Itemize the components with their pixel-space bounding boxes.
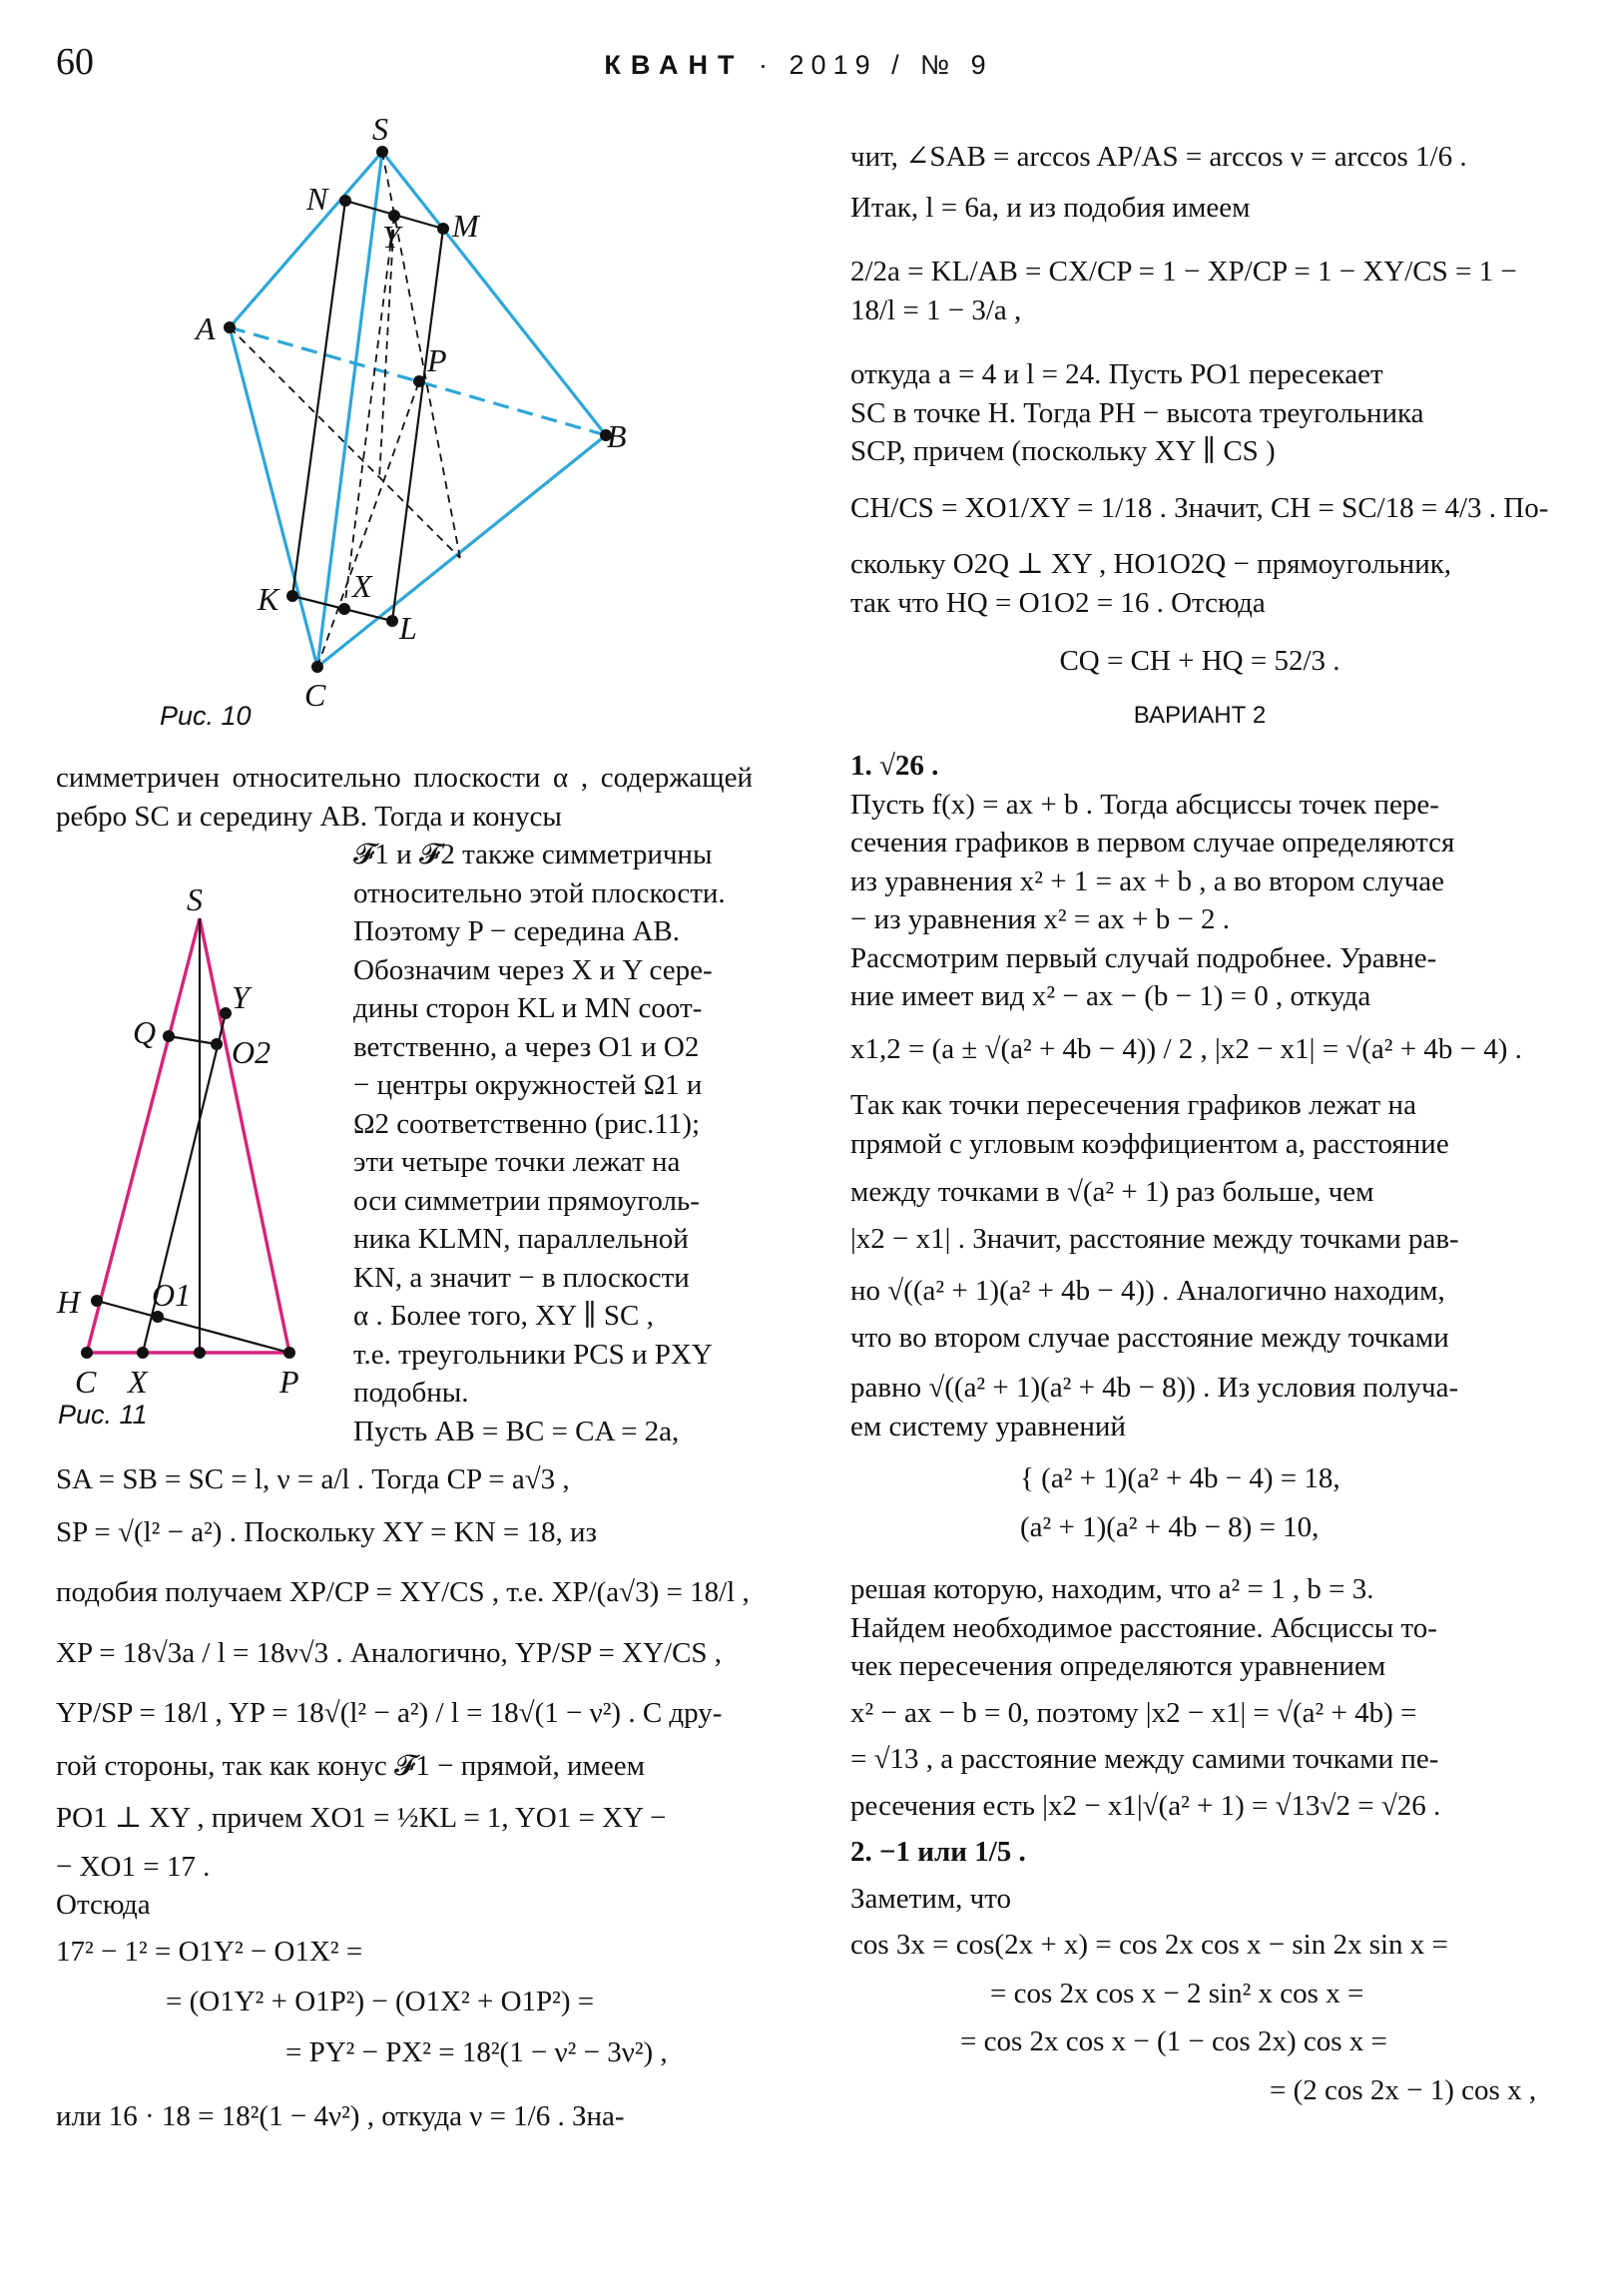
- point-X: [338, 603, 350, 615]
- point-Y: [220, 1007, 232, 1019]
- equation-line: = PY² − PX² = 18²(1 − ν² − 3ν²) ,: [285, 2035, 668, 2068]
- text-line: ника KLMN, параллельной: [353, 1223, 689, 1255]
- text-line: |x2 − x1| . Значит, расстояние между точками рав-: [850, 1222, 1459, 1255]
- system-line-2: (a² + 1)(a² + 4b − 8) = 10,: [1020, 1510, 1320, 1543]
- text-line: Отсюда: [56, 1889, 151, 1921]
- point-P: [413, 375, 425, 387]
- text-line: ние имеет вид x² − ax − (b − 1) = 0 , откуда: [850, 980, 1371, 1012]
- text-line: PO1 ⊥ XY , причем XO1 = ½KL = 1, YO1 = XY −: [56, 1802, 667, 1834]
- label-P: P: [279, 1364, 299, 1400]
- label-S: S: [187, 881, 203, 917]
- label-C: C: [75, 1364, 97, 1400]
- text-line: относительно этой плоскости.: [353, 876, 726, 909]
- point-Q: [163, 1030, 175, 1042]
- text-line: чит, ∠SAB = arccos AP/AS = arccos ν = arccos 1/6 .: [850, 141, 1467, 173]
- label-Y: Y: [382, 219, 400, 255]
- label-C: C: [304, 677, 326, 713]
- equation-line: = cos 2x cos x − (1 − cos 2x) cos x =: [960, 2025, 1387, 2057]
- text-line: CH/CS = XO1/XY = 1/18 . Значит, CH = SC/18 = 4/3 . По-: [850, 491, 1549, 524]
- text-line: KN, а значит − в плоскости: [353, 1261, 690, 1294]
- text-line: подобны.: [353, 1377, 469, 1409]
- line-ML: [392, 229, 443, 621]
- figure-10-caption: Рис. 10: [160, 701, 252, 731]
- issue-number: · 2019 / № 9: [759, 50, 993, 80]
- text-line: Заметим, что: [850, 1882, 1012, 1915]
- answer-2: 2. −1 или 1/5 .: [850, 1836, 1026, 1868]
- right-column: [850, 138, 1549, 2109]
- text-line: или 16 · 18 = 18²(1 − 4ν²) , откуда ν = 1/6 . Зна-: [56, 2100, 625, 2132]
- equation-line: = (2 cos 2x − 1) cos x ,: [1270, 2073, 1537, 2106]
- figure-11-caption: Рис. 11: [58, 1400, 148, 1430]
- label-A: A: [196, 310, 216, 346]
- point-A: [224, 321, 236, 333]
- left-paragraph-1: симметричен относительно плоскости α , содержащей ребро SC и середину AB. Тогда и конусы: [56, 762, 753, 833]
- label-O1: O1: [152, 1277, 192, 1313]
- text-line: Пусть f(x) = ax + b . Тогда абсциссы точек пере-: [850, 788, 1439, 821]
- text-line: Обозначим через X и Y сере-: [353, 953, 713, 986]
- page-number: 60: [56, 41, 94, 83]
- equation-line: 17² − 1² = O1Y² − O1X² =: [56, 1935, 363, 1968]
- label-K: K: [258, 581, 279, 617]
- point-S: [376, 146, 388, 158]
- equation-line: 2/2a = KL/AB = CX/CP = 1 − XP/CP = 1 − XY/CS = 1 − 18/l = 1 − 3/a ,: [850, 256, 1517, 326]
- text-line: но √((a² + 1)(a² + 4b − 4)) . Аналогично находим,: [850, 1275, 1445, 1307]
- text-line: скольку O2Q ⊥ XY , HO1O2Q − прямоугольник,: [850, 548, 1452, 580]
- system-line-1: { (a² + 1)(a² + 4b − 4) = 18,: [1020, 1462, 1340, 1494]
- dash-axis: [379, 216, 394, 479]
- text-line: оси симметрии прямоуголь-: [353, 1184, 700, 1217]
- equation-line: = cos 2x cos x − 2 sin² x cos x =: [990, 1977, 1364, 2009]
- running-header: [0, 50, 1597, 81]
- equation-line: cos 3x = cos(2x + x) = cos 2x cos x − sin 2x sin x =: [850, 1929, 1448, 1961]
- section-heading: ВАРИАНТ 2: [1133, 701, 1267, 729]
- equation-line: x1,2 = (a ± √(a² + 4b − 4)) / 2 , |x2 − x1| = √(a² + 4b − 4) .: [850, 1032, 1522, 1065]
- text-line: Поэтому P − середина AB.: [353, 915, 681, 947]
- text-line: YP/SP = 18/l , YP = 18√(l² − a²) / l = 18√(1 − ν²) . С дру-: [56, 1697, 723, 1729]
- point-M: [437, 223, 449, 235]
- text-line: x² − ax − b = 0, поэтому |x2 − x1| = √(a² + 4b) =: [850, 1696, 1417, 1729]
- label-B: B: [607, 418, 627, 454]
- dash-YX: [344, 216, 394, 609]
- text-line: чек пересечения определяются уравнением: [850, 1650, 1386, 1682]
- label-Y: Y: [232, 979, 250, 1015]
- equation-CQ: CQ = CH + HQ = 52/3 .: [1059, 645, 1340, 677]
- text-line: SC в точке H. Тогда PH − высота треугольника: [850, 396, 1424, 429]
- text-line: так что HQ = O1O2 = 16 . Отсюда: [850, 586, 1266, 619]
- text-line: Пусть AB = BC = CA = 2a,: [353, 1415, 680, 1447]
- point-L: [386, 615, 398, 627]
- text-line: откуда a = 4 и l = 24. Пусть PO1 пересекает: [850, 358, 1383, 390]
- label-N: N: [306, 181, 328, 217]
- text-line: т.е. треугольники PCS и PXY: [353, 1338, 713, 1371]
- text-line: дины сторон KL и MN соот-: [353, 992, 703, 1024]
- figure-10-tetrahedron: [150, 100, 689, 719]
- text-line: − XO1 = 17 .: [56, 1850, 211, 1883]
- text-line: 𝓕1 и 𝓕2 также симметричны: [353, 839, 713, 870]
- text-line: из уравнения x² + 1 = ax + b , а во втором случае: [850, 864, 1445, 897]
- label-Q: Q: [133, 1014, 157, 1050]
- point-X: [137, 1347, 149, 1359]
- segment-PH: [97, 1301, 289, 1353]
- text-line: Найдем необходимое расстояние. Абсциссы то-: [850, 1611, 1437, 1644]
- edge-SA: [230, 152, 382, 327]
- text-line: ресечения есть |x2 − x1|√(a² + 1) = √13√2 = √26 .: [850, 1789, 1441, 1822]
- text-line: ветственно, а через O1 и O2: [353, 1030, 700, 1063]
- text-line: эти четыре точки лежат на: [353, 1146, 681, 1178]
- text-line: Ω2 соответственно (рис.11);: [353, 1107, 701, 1140]
- figure-11-triangle: [40, 868, 329, 1408]
- text-line: SP = √(l² − a²) . Поскольку XY = KN = 18, из: [56, 1515, 597, 1548]
- text-line: − из уравнения x² = ax + b − 2 .: [850, 903, 1231, 935]
- text-line: α . Более того, XY ∥ SC ,: [353, 1300, 654, 1332]
- text-line: ем систему уравнений: [850, 1410, 1126, 1442]
- point-foot: [194, 1347, 206, 1359]
- text-line: что во втором случае расстояние между точками: [850, 1321, 1449, 1354]
- magazine-title: КВАНТ: [604, 50, 745, 80]
- edge-SC: [317, 152, 382, 667]
- answer-1: 1. √26 .: [850, 750, 939, 782]
- label-M: M: [452, 208, 479, 244]
- label-X: X: [128, 1364, 148, 1400]
- point-H: [91, 1295, 103, 1307]
- label-S: S: [372, 111, 388, 147]
- text-line: равно √((a² + 1)(a² + 4b − 8)) . Из условия получа-: [850, 1372, 1459, 1404]
- label-H: H: [57, 1284, 81, 1320]
- text-line: подобия получаем XP/CP = XY/CS , т.е. XP/(a√3) = 18/l ,: [56, 1576, 750, 1608]
- text-line: сечения графиков в первом случае определяются: [850, 827, 1455, 859]
- label-P: P: [427, 342, 447, 378]
- label-L: L: [399, 610, 417, 646]
- point-K: [286, 590, 298, 602]
- edge-CB: [317, 435, 606, 667]
- text-line: Так как точки пересечения графиков лежат на: [850, 1089, 1416, 1121]
- text-line: XP = 18√3a / l = 18ν√3 . Аналогично, YP/SP = XY/CS ,: [56, 1636, 723, 1669]
- equation-line: = (O1Y² + O1P²) − (O1X² + O1P²) =: [166, 1986, 595, 2017]
- text-line: гой стороны, так как конус 𝓕1 − прямой, имеем: [56, 1749, 645, 1782]
- text-line: решая которую, находим, что a² = 1 , b = 3.: [850, 1573, 1374, 1605]
- text-line: − центры окружностей Ω1 и: [353, 1069, 703, 1101]
- text-line: = √13 , а расстояние между самими точками пе-: [850, 1743, 1439, 1775]
- text-line: прямой с угловым коэффициентом a, расстояние: [850, 1127, 1449, 1160]
- point-C: [81, 1347, 93, 1359]
- point-N: [339, 195, 351, 207]
- text-line: Итак, l = 6a, и из подобия имеем: [850, 191, 1251, 224]
- point-C: [311, 661, 323, 673]
- text-line: Рассмотрим первый случай подробнее. Уравне-: [850, 941, 1437, 974]
- wrapped-text: [353, 836, 753, 1450]
- point-P: [283, 1347, 295, 1359]
- label-X: X: [352, 568, 372, 604]
- text-line: SCP, причем (поскольку XY ∥ CS ): [850, 435, 1276, 467]
- text-line: SA = SB = SC = l, ν = a/l . Тогда CP = a√3 ,: [56, 1463, 570, 1495]
- segment-QO2: [169, 1036, 217, 1044]
- label-O2: O2: [232, 1034, 271, 1070]
- text-line: между точками в √(a² + 1) раз больше, чем: [850, 1176, 1374, 1208]
- point-O2: [211, 1038, 223, 1050]
- edge-SB: [382, 152, 606, 435]
